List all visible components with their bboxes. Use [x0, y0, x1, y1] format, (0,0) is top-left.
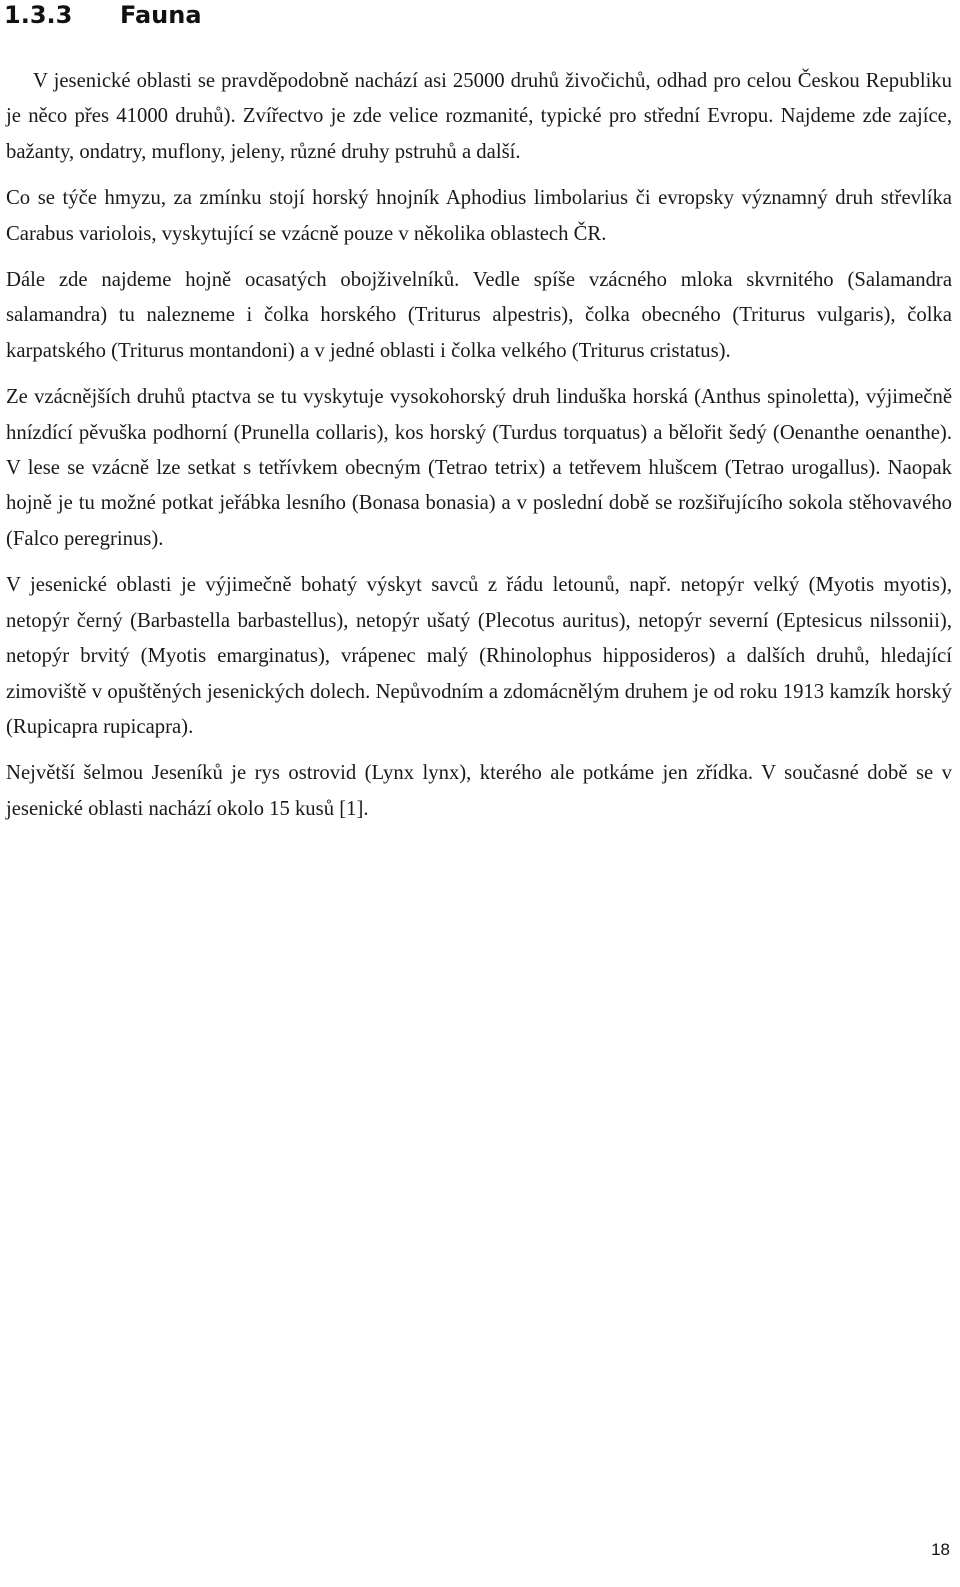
section-title: Fauna — [120, 1, 202, 29]
body-text — [6, 64, 952, 838]
section-heading — [4, 0, 202, 30]
paragraph-lynx: Největší šelmou Jeseníků je rys ostrovid (Lynx lynx), kterého ale potkáme jen zřídka. V současné době se v jesenické oblasti nachází okolo 15 kusů [1]. — [6, 762, 952, 820]
paragraph-insects: Co se týče hmyzu, za zmínku stojí horský hnojník Aphodius limbolarius či evropsky významný druh střevlíka Carabus variolois, vyskytující se vzácně pouze v několika oblastech ČR. — [6, 187, 952, 245]
paragraph-bats: V jesenické oblasti je výjimečně bohatý výskyt savců z řádu letounů, např. netopýr velký (Myotis myotis), netopýr černý (Barbastella barbastellus), netopýr ušatý (Plecotus auritus), netopýr severní (Eptesicus nilssonii), netopýr brvitý (Myotis emarginatus), vrápenec malý (Rhinolophus hipposideros) a dalších druhů, hledající zimoviště v opuštěných jesenických dolech. Nepůvodním a zdomácnělým druhem je od roku 1913 kamzík horský (Rupicapra rupicapra). — [6, 574, 952, 738]
paragraph-intro: V jesenické oblasti se pravděpodobně nachází asi 25000 druhů živočichů, odhad pro celou Českou Republiku je něco přes 41000 druhů). Zvířectvo je zde velice rozmanité, typické pro střední Evropu. Najdeme zde zajíce, bažanty, ondatry, muflony, jeleny, různé druhy pstruhů a další. — [6, 70, 952, 163]
section-number: 1.3.3 — [4, 1, 73, 29]
paragraph-birds: Ze vzácnějších druhů ptactva se tu vyskytuje vysokohorský druh linduška horská (Anthus spinoletta), výjimečně hnízdící pěvuška podhorní (Prunella collaris), kos horský (Turdus torquatus) a bělořit šedý (Oenanthe oenanthe). V lese se vzácně lze setkat s tetřívkem obecným (Tetrao tetrix) a tetřevem hlušcem (Tetrao urogallus). Naopak hojně je tu možné potkat jeřábka lesního (Bonasa bonasia) a v poslední době se rozšiřujícího sokola stěhovavého (Falco peregrinus). — [6, 386, 952, 550]
page-number: 18 — [931, 1540, 950, 1559]
paragraph-amphibians: Dále zde najdeme hojně ocasatých obojživelníků. Vedle spíše vzácného mloka skvrnitého (Salamandra salamandra) tu nalezneme i čolka horského (Triturus alpestris), čolka obecného (Triturus vulgaris), čolka karpatského (Triturus montandoni) a v jedné oblasti i čolka velkého (Triturus cristatus). — [6, 269, 952, 362]
